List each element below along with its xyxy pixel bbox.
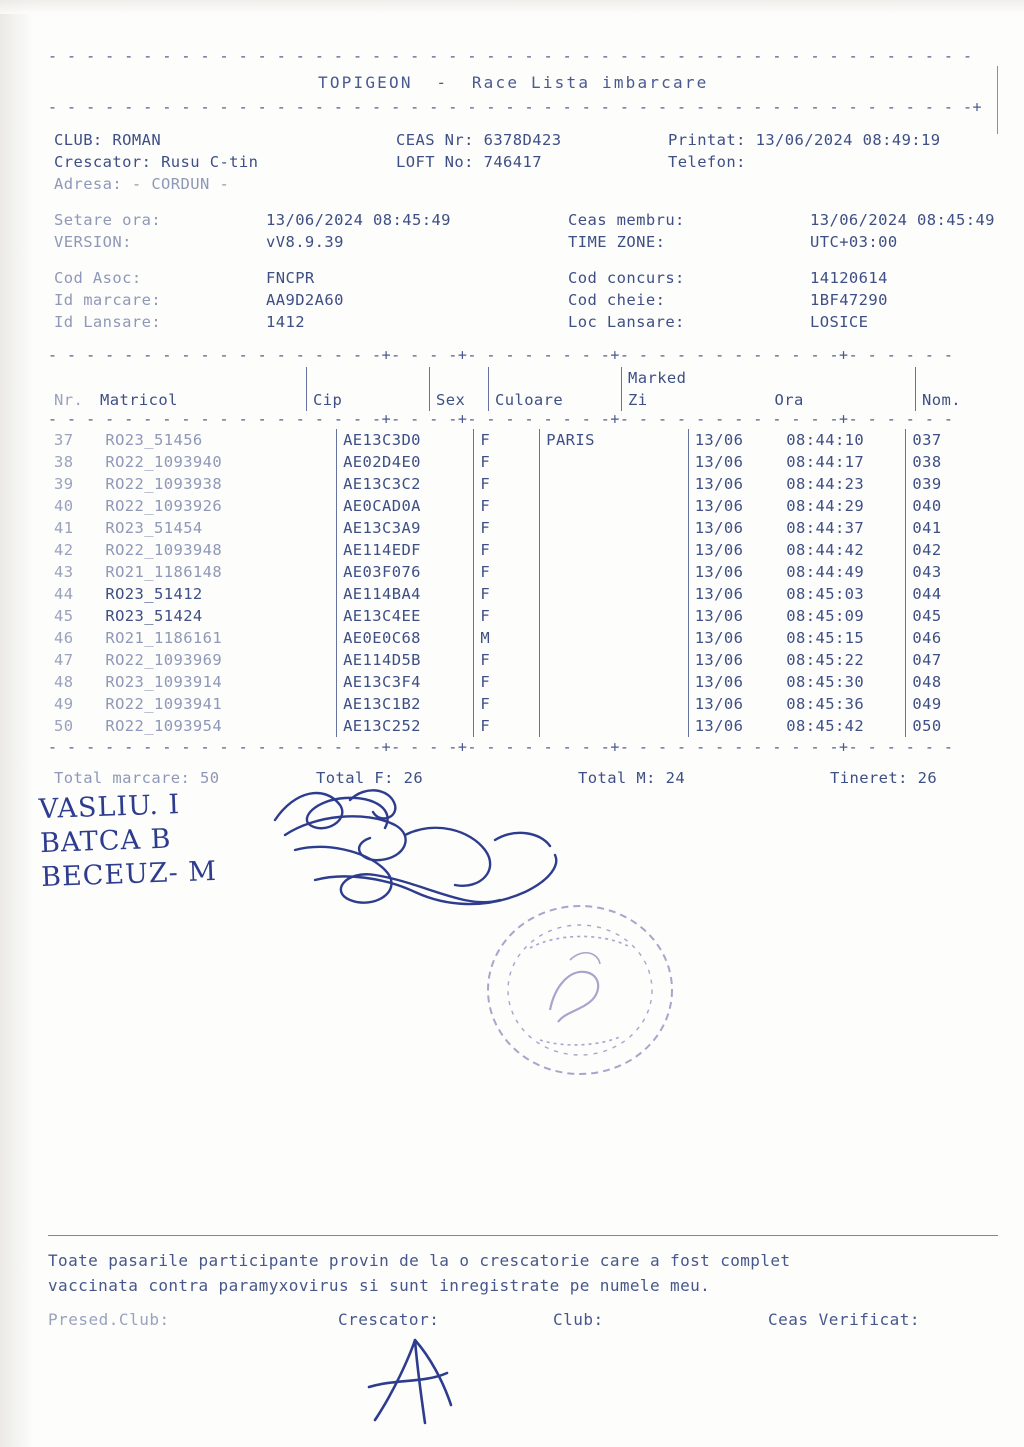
cell-sex: F [474,671,540,693]
spacer-cell-1 [390,173,662,195]
crescator-value: Rusu C-tin [161,153,259,171]
cell-matricol: RO22_1093941 [105,695,223,713]
cell-zi: 13/06 [688,517,780,539]
scan-edge-shadow-left [0,0,34,1447]
crescator-handwritten-signature [355,1335,475,1430]
cell-nom: 048 [906,671,998,693]
cell-zi: 13/06 [688,649,780,671]
signature-labels-row [48,1310,998,1329]
cell-matricol: RO22_1093954 [105,717,223,735]
cell-sex: F [474,649,540,671]
cell-sex: F [474,693,540,715]
ceas-membru-label: Ceas membru: [568,211,685,229]
loft-no-cell [390,151,662,173]
cell-culoare [540,583,688,605]
cell-sex: F [474,517,540,539]
table-row [48,561,998,583]
telefon-label: Telefon: [668,153,746,171]
cod-concurs-label: Cod concurs: [568,269,685,287]
cell-sex: F [474,473,540,495]
crescator-label: Crescator: [54,153,152,171]
cod-cheie-label: Cod cheie: [568,291,666,309]
cell-culoare [540,561,688,583]
document-body [48,48,998,789]
cell-culoare [540,715,688,737]
scan-edge-shadow-top [0,0,1024,14]
cell-matricol: RO23_51424 [105,607,203,625]
cell-zi: 13/06 [688,671,780,693]
cell-nom: 044 [906,583,998,605]
loft-no-label: LOFT No: [396,153,474,171]
cell-sex: F [474,583,540,605]
cell-zi: 13/06 [688,715,780,737]
page-title: TOPIGEON - Race Lista imbarcare [318,73,709,92]
timezone-value: UTC+03:00 [810,233,898,251]
group-spacer-sex [430,367,489,389]
cell-nr: 45 [54,607,74,625]
cell-cip: AE114D5B [337,649,474,671]
version-value: vV8.9.39 [266,233,344,251]
cell-nr: 46 [54,629,74,647]
cell-zi: 13/06 [688,473,780,495]
cell-matricol: RO23_51456 [105,431,203,449]
header-row-adresa [48,173,998,195]
header-row-version [48,231,998,253]
cell-cip: AE13C1B2 [337,693,474,715]
group-spacer-culoare [489,367,622,389]
cell-nom: 047 [906,649,998,671]
total-tineret [824,767,998,789]
adresa-label: Adresa: [54,175,123,193]
header-row-setare-ora [48,209,998,231]
cell-cip: AE13C3C2 [337,473,474,495]
table-row [48,693,998,715]
header-row-id-marcare [48,289,998,311]
pigeon-table [48,367,998,411]
version-label: VERSION: [54,233,132,251]
ceas-verificat-label: Ceas Verificat: [768,1310,920,1329]
loc-lansare-label: Loc Lansare: [568,313,685,331]
cell-nom: 046 [906,627,998,649]
table-row [48,583,998,605]
id-lansare-value: 1412 [266,313,305,331]
cell-nr: 47 [54,651,74,669]
cell-nr: 37 [54,431,74,449]
cell-ora: 08:45:42 [786,717,865,735]
table-top-rule: - - - - - - - - - - - - - - - - - -+- - - -+- - - - - - - -+- - - - - - - - - - - -+- - - - - - [48,346,954,364]
total-m-value: 24 [665,769,686,787]
group-spacer-matricol [94,367,307,389]
cell-matricol: RO21_1186161 [105,629,223,647]
cell-ora: 08:44:29 [786,497,865,515]
cell-matricol: RO22_1093948 [105,541,223,559]
cell-culoare [540,451,688,473]
cod-concurs-value: 14120614 [810,269,888,287]
cell-ora: 08:45:30 [786,673,865,691]
cod-asoc-value: FNCPR [266,269,315,287]
club-cell [48,129,390,151]
cell-nom: 050 [906,715,998,737]
cell-matricol: RO23_51412 [105,585,203,603]
cell-nom: 039 [906,473,998,495]
table-row [48,473,998,495]
cell-ora: 08:44:23 [786,475,865,493]
header-block-codes [48,267,998,333]
ceas-nr-label: CEAS Nr: [396,131,474,149]
cell-sex: M [474,627,540,649]
header-block-clock [48,209,998,253]
cell-zi: 13/06 [688,539,780,561]
table-row [48,649,998,671]
cell-cip: AE13C3F4 [337,671,474,693]
cell-cip: AE114EDF [337,539,474,561]
footer-text-line-2: vaccinata contra paramyxovirus si sunt inregistrate pe numele meu. [48,1276,711,1295]
footer-declaration [48,1235,998,1298]
handwritten-name-3: BECEUZ- M [40,855,218,894]
total-tineret-label: Tineret: [830,769,908,787]
cell-matricol: RO22_1093940 [105,453,223,471]
club-value: ROMAN [112,131,162,149]
cod-asoc-label: Cod Asoc: [54,269,142,287]
telefon-cell [662,151,998,173]
cell-nr: 40 [54,497,74,515]
footer-divider [48,1235,998,1236]
cell-ora: 08:44:49 [786,563,865,581]
club-label: CLUB: [54,131,103,149]
cell-sex: F [474,561,540,583]
col-header-ora: Ora [774,391,804,409]
cell-ora: 08:45:22 [786,651,865,669]
cell-nom: 040 [906,495,998,517]
top-dash-rule: - - - - - - - - - - - - - - - - - - - - - - - - - - - - - - - - - - - - - - - - - - - - - - - - - [48,47,973,65]
cell-culoare [540,517,688,539]
table-group-header-row [48,367,998,389]
cell-nr: 48 [54,673,74,691]
table-row [48,451,998,473]
table-bottom-rule: - - - - - - - - - - - - - - - - - -+- - - -+- - - - - - - -+- - - - - - - - - - - -+- - - - - - [48,738,954,756]
footer-text-line-1: Toate pasarile participante provin de la o crescatorie care a fost complet [48,1251,791,1270]
marked-group-header: Marked [622,367,916,389]
loc-lansare-value: LOSICE [810,313,869,331]
group-spacer-nom [916,367,999,389]
cell-cip: AE13C4EE [337,605,474,627]
cell-ora: 08:44:42 [786,541,865,559]
cell-zi: 13/06 [688,451,780,473]
table-row [48,715,998,737]
cell-zi: 13/06 [688,583,780,605]
cell-ora: 08:44:10 [786,431,865,449]
cell-cip: AE114BA4 [337,583,474,605]
cell-nr: 38 [54,453,74,471]
ceas-nr-cell [390,129,662,151]
cell-zi: 13/06 [688,429,780,451]
cell-matricol: RO22_1093969 [105,651,223,669]
cell-sex: F [474,539,540,561]
loft-no-value: 746417 [483,153,542,171]
cell-culoare [540,671,688,693]
cell-nom: 049 [906,693,998,715]
header-block-identity [48,129,998,195]
total-tineret-value: 26 [917,769,938,787]
cell-matricol: RO23_1093914 [105,673,223,691]
table-row [48,517,998,539]
cell-nr: 43 [54,563,74,581]
cell-ora: 08:44:17 [786,453,865,471]
cell-zi: 13/06 [688,605,780,627]
cell-sex: F [474,715,540,737]
printat-label: Printat: [668,131,746,149]
cell-nr: 44 [54,585,74,603]
cell-cip: AE13C3D0 [337,429,474,451]
total-f [310,767,572,789]
cell-nr: 42 [54,541,74,559]
group-spacer-nr [48,367,94,389]
cell-ora: 08:45:15 [786,629,865,647]
cell-cip: AE13C3A9 [337,517,474,539]
cell-culoare: PARIS [540,429,688,451]
official-round-stamp [470,890,690,1090]
cell-culoare [540,473,688,495]
total-marcare [48,767,310,789]
cell-ora: 08:45:09 [786,607,865,625]
cell-matricol: RO21_1186148 [105,563,223,581]
handwritten-name-1: VASLIU. I [38,789,181,826]
cell-ora: 08:45:03 [786,585,865,603]
cell-cip: AE0E0C68 [337,627,474,649]
adresa-cell [48,173,390,195]
col-header-sex: Sex [430,389,489,411]
cell-nom: 042 [906,539,998,561]
col-header-nom: Nom. [916,389,999,411]
total-f-value: 26 [403,769,424,787]
crescator-cell [48,151,390,173]
cell-culoare [540,627,688,649]
cell-cip: AE02D4E0 [337,451,474,473]
setare-ora-value: 13/06/2024 08:45:49 [266,211,451,229]
cell-nr: 50 [54,717,74,735]
crescator-signature-label: Crescator: [338,1310,440,1329]
cell-matricol: RO22_1093938 [105,475,223,493]
handwritten-name-2: BATCA B [39,823,172,860]
cell-nom: 038 [906,451,998,473]
cell-nom: 041 [906,517,998,539]
cell-nom: 037 [906,429,998,451]
totals-row [48,767,998,789]
cell-culoare [540,539,688,561]
spacer-cell-2 [662,173,998,195]
cell-cip: AE03F076 [337,561,474,583]
cell-ora: 08:45:36 [786,695,865,713]
table-row [48,627,998,649]
printat-value: 13/06/2024 08:49:19 [755,131,941,149]
cell-sex: F [474,605,540,627]
cell-zi: 13/06 [688,693,780,715]
cell-matricol: RO23_51454 [105,519,203,537]
presedinte-club-label: Presed.Club: [48,1310,170,1329]
col-header-cip: Cip [307,389,430,411]
timezone-label: TIME ZONE: [568,233,666,251]
cell-nr: 49 [54,695,74,713]
total-m [572,767,824,789]
cell-nr: 41 [54,519,74,537]
id-lansare-label: Id Lansare: [54,313,162,331]
printat-cell [662,129,998,151]
cell-sex: F [474,451,540,473]
handwritten-names [38,787,217,895]
cell-ora: 08:44:37 [786,519,865,537]
total-marcare-label: Total marcare: [54,769,191,787]
cell-zi: 13/06 [688,495,780,517]
total-marcare-value: 50 [199,769,220,787]
table-row [48,671,998,693]
cell-nom: 045 [906,605,998,627]
cell-nom: 043 [906,561,998,583]
title-right-vertical-rule [997,66,998,134]
col-header-nr: Nr. [54,391,84,409]
col-header-zi: Zi [622,389,769,411]
id-marcare-value: AA9D2A60 [266,291,344,309]
cell-matricol: RO22_1093926 [105,497,223,515]
table-row [48,429,998,451]
cell-culoare [540,605,688,627]
cell-sex: F [474,495,540,517]
group-spacer-cip [307,367,430,389]
setare-ora-label: Setare ora: [54,211,162,229]
adresa-value: - CORDUN - [131,175,230,193]
table-header-rule: - - - - - - - - - - - - - - - - - -+- - - -+- - - - - - - -+- - - - - - - - - - - -+- - - - - - [48,410,954,428]
cell-culoare [540,495,688,517]
table-row [48,605,998,627]
pigeon-table-body [48,429,998,737]
cell-zi: 13/06 [688,561,780,583]
cod-cheie-value: 1BF47290 [810,291,888,309]
ceas-nr-value: 6378D423 [483,131,562,149]
cell-culoare [540,649,688,671]
table-body [48,429,998,737]
col-header-matricol: Matricol [100,391,178,409]
header-row-club [48,129,998,151]
total-f-label: Total F: [316,769,394,787]
header-row-id-lansare [48,311,998,333]
col-header-culoare: Culoare [489,389,622,411]
club-signature-label: Club: [553,1310,604,1329]
cell-nr: 39 [54,475,74,493]
title-dash-rule: - - - - - - - - - - - - - - - - - - - - - - - - - - - - - - - - - - - - - - - - - - - - - - - - -+ [48,98,983,116]
ceas-membru-value: 13/06/2024 08:45:49 [810,211,995,229]
cell-cip: AE13C252 [337,715,474,737]
cell-cip: AE0CAD0A [337,495,474,517]
header-row-cod-asoc [48,267,998,289]
total-m-label: Total M: [578,769,656,787]
table-header-row [48,389,998,411]
table-row [48,495,998,517]
cell-sex: F [474,429,540,451]
header-row-crescator [48,151,998,173]
table-row [48,539,998,561]
cell-culoare [540,693,688,715]
id-marcare-label: Id marcare: [54,291,162,309]
cell-zi: 13/06 [688,627,780,649]
